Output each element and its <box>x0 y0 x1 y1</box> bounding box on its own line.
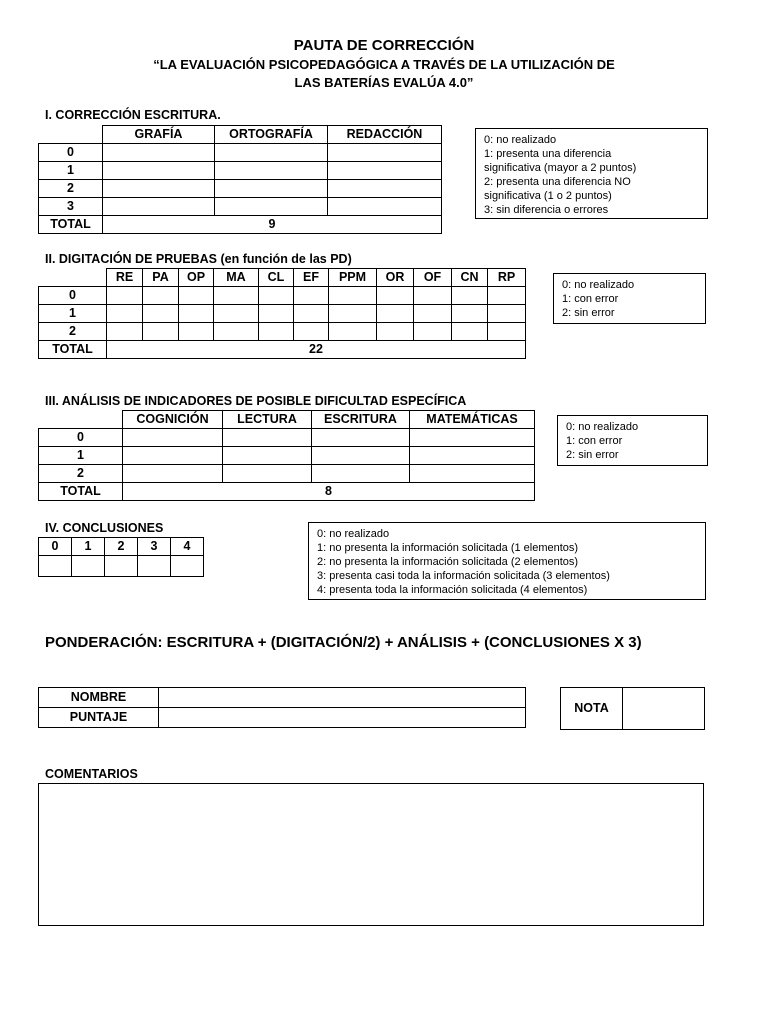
legend-line: 2: sin error <box>566 449 619 461</box>
column-header: EF <box>294 269 329 287</box>
legend-line: significativa (mayor a 2 puntos) <box>484 162 637 174</box>
score-cell[interactable] <box>72 556 105 577</box>
score-cell[interactable] <box>214 323 259 341</box>
legend-line: 0: no realizado <box>317 528 390 540</box>
score-cell[interactable] <box>259 287 294 305</box>
table-row <box>39 180 442 198</box>
corner-cell <box>39 126 103 144</box>
ponderacion-formula: PONDERACIÓN: ESCRITURA + (DIGITACIÓN/2) + ANÁLISIS + (CONCLUSIONES X 3) <box>45 634 642 651</box>
page-title: PAUTA DE CORRECCIÓN <box>293 37 475 54</box>
section2-legend <box>553 273 706 324</box>
legend-line: 4: presenta toda la información solicitada (4 elementos) <box>317 584 588 596</box>
score-cell[interactable] <box>103 162 215 180</box>
nombre-field[interactable] <box>159 688 526 708</box>
score-cell[interactable] <box>215 162 328 180</box>
table-row <box>39 198 442 216</box>
table-row <box>39 323 526 341</box>
score-cell[interactable] <box>414 287 452 305</box>
table-row <box>39 447 535 465</box>
section3-legend <box>557 415 708 466</box>
student-info-table <box>38 687 526 728</box>
legend-line: significativa (1 o 2 puntos) <box>484 190 612 202</box>
table-header-row <box>39 269 526 287</box>
score-cell[interactable] <box>215 144 328 162</box>
column-header: 4 <box>171 538 204 556</box>
table-row <box>39 465 535 483</box>
table-row <box>39 144 442 162</box>
conclusions-table <box>38 537 204 577</box>
table-row <box>39 688 526 708</box>
legend-line: 2: no presenta la información solicitada (2 elementos) <box>317 556 579 568</box>
row-label: 0 <box>39 287 107 305</box>
score-cell[interactable] <box>328 198 442 216</box>
column-header: ESCRITURA <box>312 411 410 429</box>
column-header: MATEMÁTICAS <box>410 411 535 429</box>
nombre-label: NOMBRE <box>39 688 159 708</box>
table-row <box>39 429 535 447</box>
score-cell[interactable] <box>223 465 312 483</box>
legend-line: 2: presenta una diferencia NO <box>484 176 631 188</box>
score-cell[interactable] <box>103 198 215 216</box>
legend-line: 3: sin diferencia o errores <box>484 204 609 216</box>
column-header: RP <box>488 269 526 287</box>
table-row <box>39 708 526 728</box>
score-cell[interactable] <box>39 556 72 577</box>
score-cell[interactable] <box>329 305 377 323</box>
total-row <box>39 216 442 234</box>
score-cell[interactable] <box>488 323 526 341</box>
score-cell[interactable] <box>452 287 488 305</box>
column-header: OR <box>377 269 414 287</box>
column-header: LECTURA <box>223 411 312 429</box>
puntaje-label: PUNTAJE <box>39 708 159 728</box>
row-label: 2 <box>39 465 123 483</box>
score-cell[interactable] <box>414 305 452 323</box>
row-label: 2 <box>39 180 103 198</box>
legend-line: 1: con error <box>562 293 619 305</box>
column-header: ORTOGRAFÍA <box>215 126 328 144</box>
score-cell[interactable] <box>171 556 204 577</box>
column-header: CN <box>452 269 488 287</box>
score-cell[interactable] <box>143 305 179 323</box>
legend-line: 2: sin error <box>562 307 615 319</box>
column-header: PPM <box>329 269 377 287</box>
section3-title: III. ANÁLISIS DE INDICADORES DE POSIBLE DIFICULTAD ESPECÍFICA <box>45 394 467 408</box>
score-cell[interactable] <box>488 287 526 305</box>
legend-line: 0: no realizado <box>562 279 635 291</box>
column-header: OF <box>414 269 452 287</box>
column-header: GRAFÍA <box>103 126 215 144</box>
score-cell[interactable] <box>452 323 488 341</box>
score-cell[interactable] <box>294 323 329 341</box>
total-row <box>39 483 535 501</box>
table-row <box>39 556 204 577</box>
legend-line: 1: presenta una diferencia <box>484 148 612 160</box>
table-row <box>39 305 526 323</box>
column-header: 3 <box>138 538 171 556</box>
row-label: 0 <box>39 144 103 162</box>
analysis-table <box>38 410 535 501</box>
score-cell[interactable] <box>329 287 377 305</box>
writing-correction-table <box>38 125 442 234</box>
score-cell[interactable] <box>223 447 312 465</box>
column-header: PA <box>143 269 179 287</box>
score-cell[interactable] <box>259 323 294 341</box>
table-row <box>39 162 442 180</box>
score-cell[interactable] <box>312 429 410 447</box>
score-cell[interactable] <box>107 323 143 341</box>
score-cell[interactable] <box>215 180 328 198</box>
nota-field[interactable] <box>623 688 705 730</box>
score-cell[interactable] <box>107 287 143 305</box>
score-cell[interactable] <box>259 305 294 323</box>
table-row <box>39 287 526 305</box>
total-value: 8 <box>123 483 535 501</box>
page-subtitle-line2: LAS BATERÍAS EVALÚA 4.0” <box>294 75 474 90</box>
row-label: 1 <box>39 162 103 180</box>
row-label: 0 <box>39 429 123 447</box>
page-subtitle-line1: “LA EVALUACIÓN PSICOPEDAGÓGICA A TRAVÉS DE LA UTILIZACIÓN DE <box>153 57 615 72</box>
section1-legend <box>475 128 708 219</box>
score-cell[interactable] <box>328 180 442 198</box>
row-label: 1 <box>39 447 123 465</box>
score-cell[interactable] <box>377 323 414 341</box>
score-cell[interactable] <box>329 323 377 341</box>
row-label: 1 <box>39 305 107 323</box>
score-cell[interactable] <box>377 287 414 305</box>
score-cell[interactable] <box>312 447 410 465</box>
section1-title: I. CORRECCIÓN ESCRITURA. <box>45 108 221 122</box>
corner-cell <box>39 411 123 429</box>
column-header: MA <box>214 269 259 287</box>
score-cell[interactable] <box>377 305 414 323</box>
column-header: COGNICIÓN <box>123 411 223 429</box>
section4-title: IV. CONCLUSIONES <box>45 521 164 535</box>
table-header-row <box>39 411 535 429</box>
legend-line: 1: con error <box>566 435 623 447</box>
total-row <box>39 341 526 359</box>
score-cell[interactable] <box>138 556 171 577</box>
score-cell[interactable] <box>143 287 179 305</box>
column-header: 2 <box>105 538 138 556</box>
total-label: TOTAL <box>39 341 107 359</box>
score-cell[interactable] <box>103 180 215 198</box>
nota-label: NOTA <box>561 688 623 730</box>
score-cell[interactable] <box>488 305 526 323</box>
score-cell[interactable] <box>103 144 215 162</box>
legend-line: 1: no presenta la información solicitada (1 elementos) <box>317 542 579 554</box>
score-cell[interactable] <box>107 305 143 323</box>
score-cell[interactable] <box>223 429 312 447</box>
digitation-table <box>38 268 526 359</box>
corner-cell <box>39 269 107 287</box>
score-cell[interactable] <box>328 144 442 162</box>
section2-title: II. DIGITACIÓN DE PRUEBAS (en función de las PD) <box>45 252 352 266</box>
row-label: 2 <box>39 323 107 341</box>
legend-line: 0: no realizado <box>566 421 639 433</box>
score-cell[interactable] <box>143 323 179 341</box>
score-cell[interactable] <box>179 323 214 341</box>
score-cell[interactable] <box>328 162 442 180</box>
column-header: OP <box>179 269 214 287</box>
puntaje-field[interactable] <box>159 708 526 728</box>
nota-table <box>560 687 705 730</box>
total-label: TOTAL <box>39 483 123 501</box>
comentarios-label: COMENTARIOS <box>45 767 138 781</box>
column-header: CL <box>259 269 294 287</box>
table-row <box>561 688 705 730</box>
score-cell[interactable] <box>294 287 329 305</box>
score-cell[interactable] <box>123 447 223 465</box>
score-cell[interactable] <box>105 556 138 577</box>
table-header-row <box>39 126 442 144</box>
table-header-row <box>39 538 204 556</box>
total-value: 22 <box>107 341 526 359</box>
section4-legend <box>308 522 706 600</box>
score-cell[interactable] <box>214 287 259 305</box>
score-cell[interactable] <box>452 305 488 323</box>
score-cell[interactable] <box>214 305 259 323</box>
comentarios-box[interactable] <box>38 783 704 926</box>
score-cell[interactable] <box>294 305 329 323</box>
total-label: TOTAL <box>39 216 103 234</box>
score-cell[interactable] <box>410 429 535 447</box>
score-cell[interactable] <box>414 323 452 341</box>
legend-line: 0: no realizado <box>484 134 557 146</box>
score-cell[interactable] <box>123 465 223 483</box>
column-header: REDACCIÓN <box>328 126 442 144</box>
column-header: 0 <box>39 538 72 556</box>
score-cell[interactable] <box>179 305 214 323</box>
score-cell[interactable] <box>123 429 223 447</box>
score-cell[interactable] <box>179 287 214 305</box>
score-cell[interactable] <box>410 465 535 483</box>
score-cell[interactable] <box>215 198 328 216</box>
total-value: 9 <box>103 216 442 234</box>
column-header: 1 <box>72 538 105 556</box>
legend-line: 3: presenta casi toda la información solicitada (3 elementos) <box>317 570 610 582</box>
score-cell[interactable] <box>312 465 410 483</box>
score-cell[interactable] <box>410 447 535 465</box>
column-header: RE <box>107 269 143 287</box>
row-label: 3 <box>39 198 103 216</box>
